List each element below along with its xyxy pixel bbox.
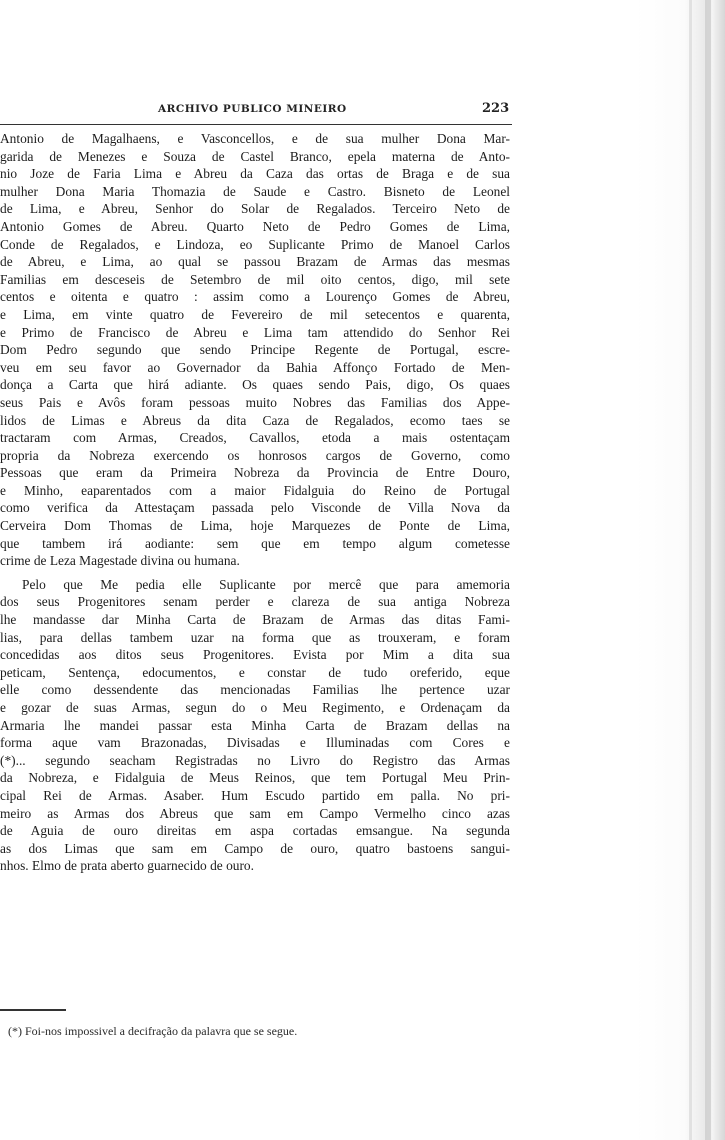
text-line: de Abreu, e Lima, ao qual se passou Brazam de Armas das mesmas: [0, 254, 510, 270]
text-line: (*)... segundo seacham Registradas no Livro do Registro das Armas: [0, 752, 510, 768]
text-line: lidos de Limas e Abreus da dita Caza de Regalados, ecomo taes se: [0, 412, 510, 428]
paragraph-1: [0, 130, 510, 570]
text-line: Dom Pedro segundo que sendo Principe Regente de Portugal, escre-: [0, 342, 510, 358]
text-line: concedidas aos ditos seus Progenitores. Evista por Mim a dita sua: [0, 647, 510, 663]
text-line: de Aguia de ouro direitas em aspa cortadas emsangue. Na segunda: [0, 823, 510, 839]
running-title: ARCHIVO PUBLICO MINEIRO: [158, 103, 347, 115]
text-line: donça a Carta que hirá adiante. Os quaes sendo Pais, digo, Os quaes: [0, 377, 510, 393]
binding-line: [689, 0, 692, 1140]
text-line: como verifica da Attestaçam passada pelo Visconde de Villa Nova da: [0, 500, 510, 516]
running-head: [0, 103, 512, 123]
text-line: Conde de Regalados, e Lindoza, eo Suplicante Primo de Manoel Carlos: [0, 236, 510, 252]
text-line: Antonio Gomes de Abreu. Quarto Neto de Pedro Gomes de Lima,: [0, 218, 510, 234]
text-line: e Lima, em vinte quatro de Fevereiro de mil setecentos e quarenta,: [0, 306, 510, 322]
text-line: garida de Menezes e Souza de Castel Branco, epela materna de Anto-: [0, 148, 510, 164]
text-line: nio Joze de Faria Lima e Abreu da Caza das ortas de Braga e de sua: [0, 166, 510, 182]
header-rule: [0, 124, 512, 125]
text-line: seus Pais e Avôs foram pessoas muito Nobres das Familias dos Appe-: [0, 394, 510, 410]
page-number: 223: [482, 101, 510, 116]
text-line: veu em seu favor ao Governador da Bahia Affonço Fortado de Men-: [0, 359, 510, 375]
text-line: elle como dessendente das mencionadas Familias lhe pertence uzar: [0, 682, 510, 698]
text-line: e Minho, eaparentados com a maior Fidalguia do Reino de Portugal: [0, 482, 510, 498]
text-line: da Nobreza, e Fidalguia de Meus Reinos, que tem Portugal Meu Prin-: [0, 770, 510, 786]
text-line: crime de Leza Magestade divina ou humana.: [0, 553, 240, 569]
text-line: centos e oitenta e quatro : assim como a Lourenço Gomes de Abreu,: [0, 289, 510, 305]
text-line: propria da Nobreza exercendo os honrosos cargos de Governo, como: [0, 447, 510, 463]
text-line: cipal Rei de Armas. Asaber. Hum Escudo partido em palla. No pri-: [0, 787, 510, 803]
text-line: forma aque vam Brazonadas, Divisadas e Illuminadas com Cores e: [0, 735, 510, 751]
text-line: lias, para dellas tambem uzar na forma que as trouxeram, e foram: [0, 629, 510, 645]
text-line: peticam, Sentença, edocumentos, e constar de tudo oreferido, eque: [0, 664, 510, 680]
text-line: que tambem irá aodiante: sem que em tempo algum cometesse: [0, 535, 510, 551]
text-line: dos seus Progenitores senam perder e clareza de sua antiga Nobreza: [0, 594, 510, 610]
text-line: nhos. Elmo de prata aberto guarnecido de ouro.: [0, 858, 254, 874]
text-line: Pessoas que eram da Primeira Nobreza da Provincia de Entre Douro,: [0, 465, 510, 481]
page-edge-shadow: [635, 0, 725, 1140]
text-line: Familias em desceseis de Setembro de mil oito centos, digo, mil sete: [0, 271, 510, 287]
text-line: e Primo de Francisco de Abreu e Lima tam attendido do Senhor Rei: [0, 324, 510, 340]
text-line: tractaram com Armas, Creados, Cavallos, etoda a mais ostentaçam: [0, 430, 510, 446]
text-line: as dos Limas que sam em Campo de ouro, quatro bastoens sangui-: [0, 840, 510, 856]
text-line: de Lima, e Abreu, Senhor do Solar de Regalados. Terceiro Neto de: [0, 201, 510, 217]
text-line: Armaria lhe mandei passar esta Minha Carta de Brazam dellas na: [0, 717, 510, 733]
text-line: e gozar de suas Armas, segun do o Meu Regimento, e Ordenaçam da: [0, 700, 510, 715]
text-line: Pelo que Me pedia elle Suplicante por mercê que para amemoria: [22, 576, 510, 592]
paragraph-2: [0, 576, 510, 875]
binding-shadow: [705, 0, 711, 1140]
footnote: (*) Foi-nos impossivel a decifração da palavra que se segue.: [8, 1024, 298, 1038]
body-text: [0, 130, 510, 875]
text-line: Antonio de Magalhaens, e Vasconcellos, e de sua mulher Dona Mar-: [0, 131, 510, 146]
text-line: Cerveira Dom Thomas de Lima, hoje Marquezes de Ponte de Lima,: [0, 518, 510, 534]
footnote-rule: [0, 1009, 66, 1011]
text-line: meiro as Armas dos Abreus que sam em Campo Vermelho cinco azas: [0, 805, 510, 821]
text-line: lhe mandasse dar Minha Carta de Brazam de Armas das ditas Fami-: [0, 612, 510, 628]
text-line: mulher Dona Maria Thomazia de Saude e Castro. Bisneto de Leonel: [0, 183, 510, 199]
